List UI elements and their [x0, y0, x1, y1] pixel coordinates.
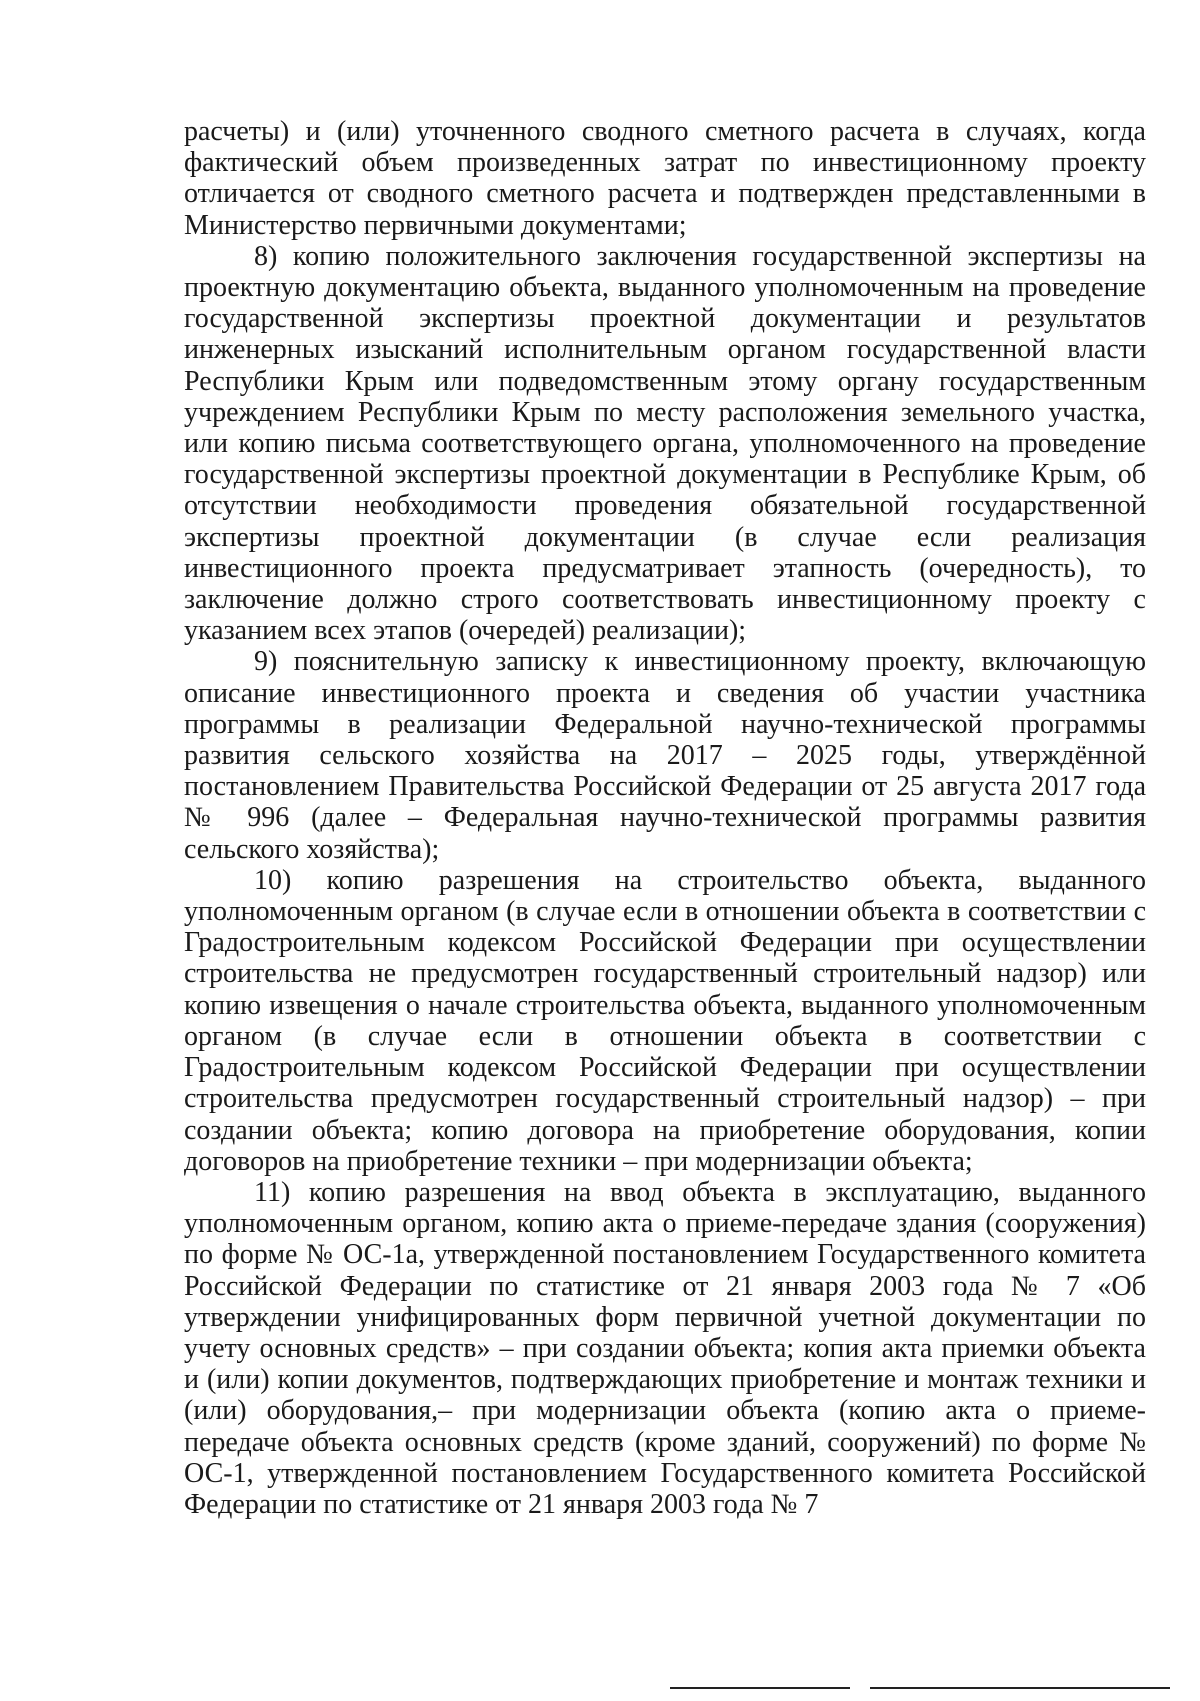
- paragraph-continuation: расчеты) и (или) уточненного сводного сметного расчета в случаях, когда фактический объем произведенных затрат по инвестиционному проекту отличается от сводного сметного расчета и подтвержден представленными в Министерство первичными документами;: [184, 116, 1146, 241]
- scan-artifact-line: [870, 1687, 1170, 1689]
- scan-artifact-line: [670, 1687, 850, 1689]
- paragraph-item-9: 9) пояснительную записку к инвестиционному проекту, включающую описание инвестиционного проекта и сведения об участии участника программы в реализации Федеральной научно-технической программы развития сельского хозяйства на 2017 – 2025 годы, утверждённой постановлением Правительства Российской Федерации от 25 августа 2017 года № 996 (далее – Федеральная научно-технической программы развития сельского хозяйства);: [184, 646, 1146, 865]
- paragraph-item-10: 10) копию разрешения на строительство объекта, выданного уполномоченным органом (в случае если в отношении объекта в соответствии с Градостроительным кодексом Российской Федерации при осуществлении строительства не предусмотрен государственный строительный надзор) или копию извещения о начале строительства объекта, выданного уполномоченным органом (в случае если в отношении объекта в соответствии с Градостроительным кодексом Российской Федерации при осуществлении строительства предусмотрен государственный строительный надзор) – при создании объекта; копию договора на приобретение оборудования, копии договоров на приобретение техники – при модернизации объекта;: [184, 864, 1146, 1177]
- document-body: [184, 116, 1146, 1520]
- paragraph-item-8: 8) копию положительного заключения государственной экспертизы на проектную документацию объекта, выданного уполномоченным на проведение государственной экспертизы проектной документации и результатов инженерных изысканий исполнительным органом государственной власти Республики Крым или подведомственным этому органу государственным учреждением Республики Крым по месту расположения земельного участка, или копию письма соответствующего органа, уполномоченного на проведение государственной экспертизы проектной документации в Республике Крым, об отсутствии необходимости проведения обязательной государственной экспертизы проектной документации (в случае если реализация инвестиционного проекта предусматривает этапность (очередность), то заключение должно строго соответствовать инвестиционному проекту с указанием всех этапов (очередей) реализации);: [184, 240, 1146, 647]
- paragraph-item-11: 11) копию разрешения на ввод объекта в эксплуатацию, выданного уполномоченным органом, копию акта о приеме-передаче здания (сооружения) по форме № ОС-1а, утвержденной постановлением Государственного комитета Российской Федерации по статистике от 21 января 2003 года № 7 «Об утверждении унифицированных форм первичной учетной документации по учету основных средств» – при создании объекта; копия акта приемки объекта и (или) копии документов, подтверждающих приобретение и монтаж техники и (или) оборудования,– при модернизации объекта (копию акта о приеме-передаче объекта основных средств (кроме зданий, сооружений) по форме № ОС-1, утвержденной постановлением Государственного комитета Российской Федерации по статистике от 21 января 2003 года № 7: [184, 1176, 1146, 1520]
